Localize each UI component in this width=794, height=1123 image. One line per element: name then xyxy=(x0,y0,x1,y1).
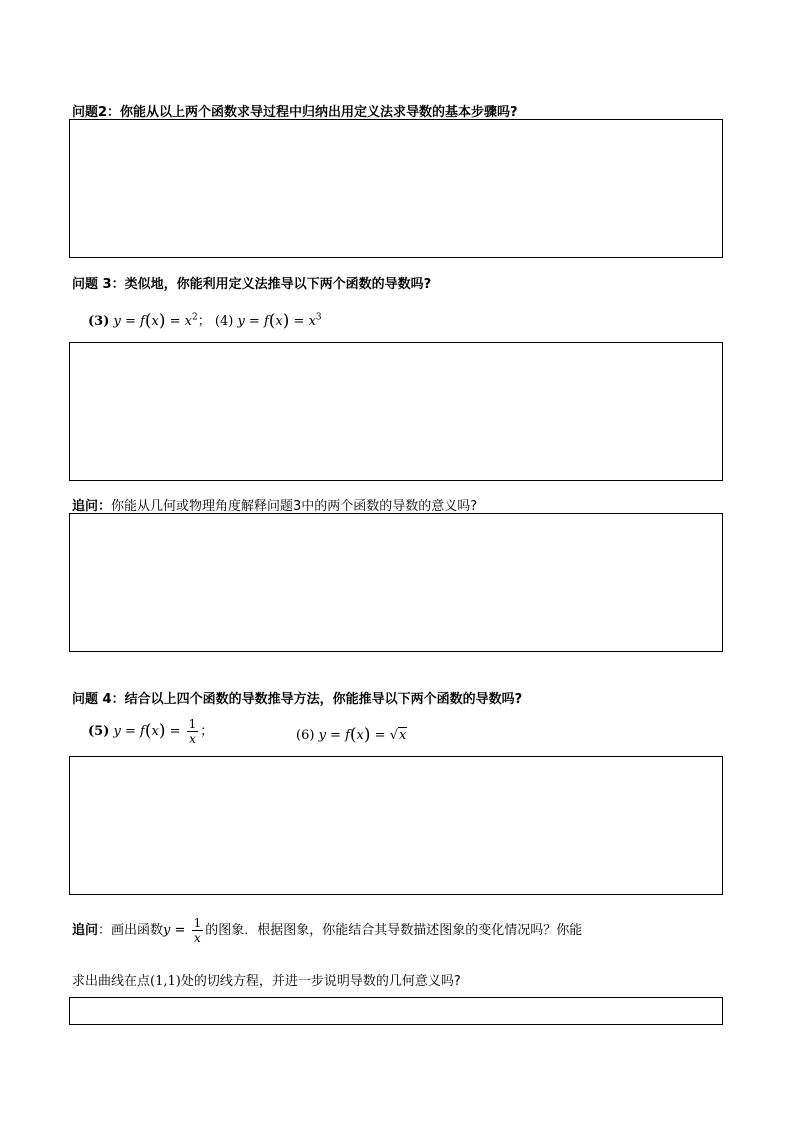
item-3-f: f xyxy=(140,314,145,329)
item-3-number: (3) xyxy=(88,314,110,329)
item-3-rhs: x xyxy=(184,314,192,329)
item-5-number: (5) xyxy=(88,724,110,739)
follow-up-2-line-2 xyxy=(72,970,461,989)
answer-box-follow-up-1[interactable] xyxy=(69,513,723,652)
item-3-x: x xyxy=(151,314,159,329)
item-5-y: y xyxy=(113,724,121,739)
answer-box-follow-up-2[interactable] xyxy=(69,997,723,1025)
item-3-separator: ； xyxy=(197,314,211,329)
item-6-f: f xyxy=(345,728,350,743)
square-root: √x xyxy=(389,728,407,743)
follow-up-2-line-1: 追问：画出函数y = $\frac{1}{x}$ 的图象．根据图象，你能结合其导数描述图象的变化情况吗？你能 xyxy=(72,916,583,945)
item-5-f: f xyxy=(140,724,145,739)
item-6-number: (6) xyxy=(296,728,315,743)
question-4-label: 问题 4： xyxy=(72,692,125,707)
question-4-formula-5: (5) y = f(x) = $\frac{1}{x}$ ； xyxy=(88,717,214,746)
answer-box-question-3[interactable] xyxy=(69,342,723,481)
follow-up-1 xyxy=(72,495,477,514)
item-3-exponent: 2 xyxy=(191,312,198,323)
item-6-y: y xyxy=(318,728,326,743)
follow-up-2-fraction xyxy=(192,916,204,945)
item-5-separator: ； xyxy=(200,724,214,739)
follow-up-2-text-c: 求出曲线在点 xyxy=(72,974,151,989)
follow-up-1-label: 追问： xyxy=(72,499,112,514)
item-5-x: x xyxy=(151,724,159,739)
item-4-rhs: x xyxy=(308,314,316,329)
item-5-fraction xyxy=(187,717,199,746)
item-4-x: x xyxy=(275,314,283,329)
question-2-label: 问题2： xyxy=(72,105,121,120)
item-4-number: (4) xyxy=(214,314,234,329)
question-2 xyxy=(72,101,518,120)
question-3-label: 问题 3： xyxy=(72,277,125,292)
item-4-f: f xyxy=(263,314,269,329)
item-5-numerator: 1 xyxy=(188,717,197,731)
question-3-formulas: (3) $y = f(x) = x^2$； (4) $y = f(x) = x^3$ xyxy=(88,311,322,331)
item-4-exponent: 3 xyxy=(315,312,322,323)
follow-up-2-text-a: ：画出函数 xyxy=(98,923,164,938)
question-2-text: 你能从以上两个函数求导过程中归纳出用定义法求导数的基本步骤吗? xyxy=(120,105,518,120)
answer-box-question-4[interactable] xyxy=(69,756,723,895)
follow-up-2-label: 追问 xyxy=(72,923,99,938)
question-3 xyxy=(72,273,431,292)
follow-up-1-text: 你能从几何或物理角度解释问题3中的两个函数的导数的意义吗? xyxy=(111,499,478,514)
follow-up-2-text-d: 处的切线方程，并进一步说明导数的几何意义吗? xyxy=(180,974,461,989)
follow-up-2-y: y xyxy=(163,923,171,938)
item-4-y: y xyxy=(237,314,245,329)
question-3-text: 类似地，你能利用定义法推导以下两个函数的导数吗? xyxy=(124,277,432,292)
square-root-radicand: x xyxy=(399,728,407,743)
question-4-formula-6: (6) y = f(x) = √x xyxy=(296,725,407,745)
question-4-text: 结合以上四个函数的导数推导方法，你能推导以下两个函数的导数吗? xyxy=(124,692,523,707)
follow-up-2-point: (1,1) xyxy=(150,974,181,989)
follow-up-2-numerator: 1 xyxy=(193,916,202,930)
follow-up-2-text-b: 的图象．根据图象，你能结合其导数描述图象的变化情况吗？你能 xyxy=(205,923,583,938)
question-4 xyxy=(72,688,522,707)
item-3-y: y xyxy=(113,314,121,329)
item-6-x: x xyxy=(356,728,364,743)
answer-box-question-2[interactable] xyxy=(69,119,723,258)
follow-up-2-denominator: x xyxy=(192,930,204,945)
item-5-denominator: x xyxy=(187,731,199,746)
